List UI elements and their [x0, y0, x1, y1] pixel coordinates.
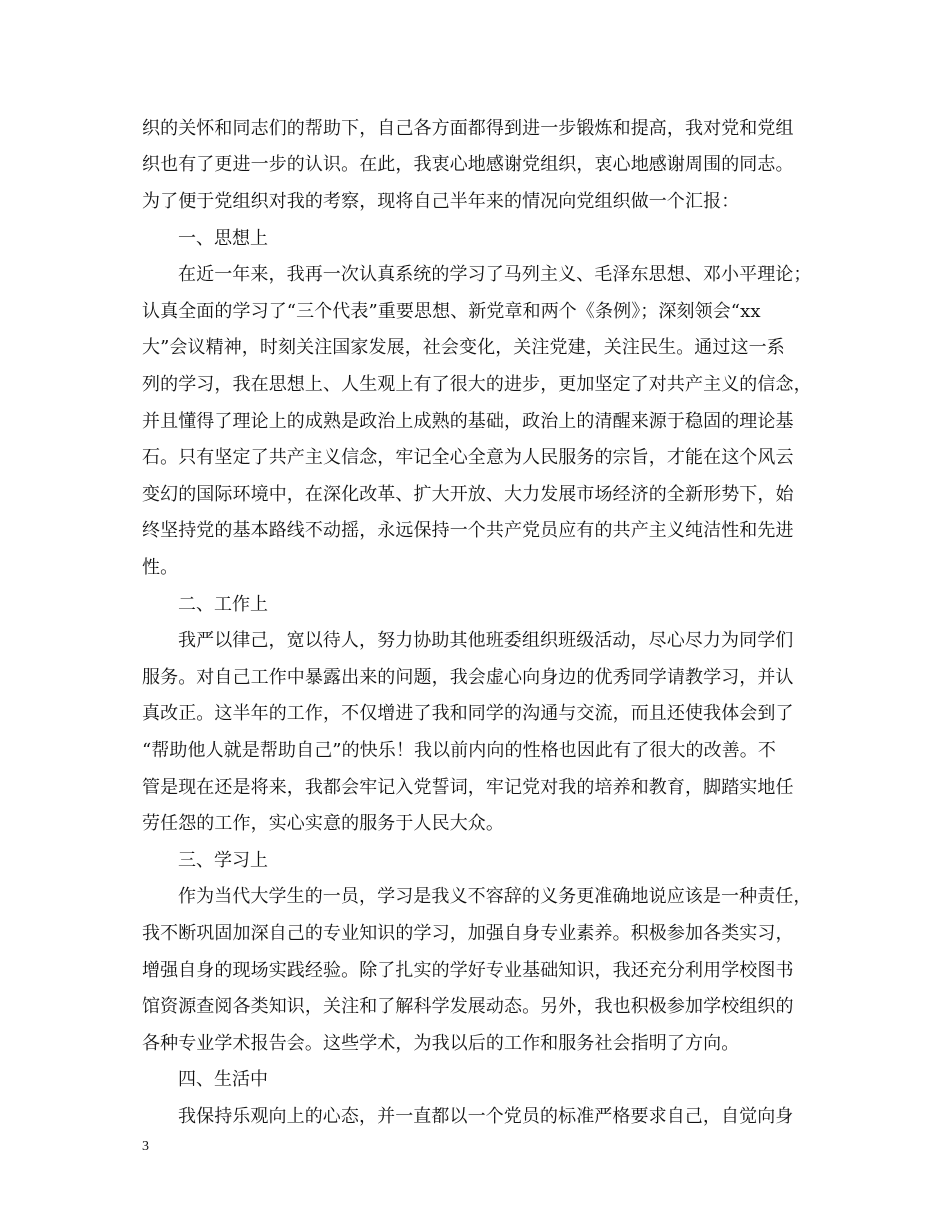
section3-line-1: 作为当代大学生的一员，学习是我义不容辞的义务更准确地说应该是一种责任， — [178, 886, 812, 907]
section3-line-5: 各种专业学术报告会。这些学术，为我以后的工作和服务社会指明了方向。 — [142, 1033, 740, 1054]
section3-line-3: 增强自身的现场实践经验。除了扎实的学好专业基础知识，我还充分利用学校图书 — [142, 960, 794, 981]
section2-line-5: 管是现在还是将来，我都会牢记入党誓词，牢记党对我的培养和教育，脚踏实地任 — [142, 777, 794, 798]
section2-line-2: 服务。对自己工作中暴露出来的问题，我会虚心向身边的优秀同学请教学习，并认 — [142, 667, 794, 688]
section1-line-2: 认真全面的学习了“三个代表”重要思想、新党章和两个《条例》；深刻领会“xx — [142, 301, 761, 322]
section-heading-life: 四、生活中 — [178, 1069, 268, 1090]
section3-line-2: 我不断巩固加深自己的专业知识的学习，加强自身专业素养。积极参加各类实习， — [142, 923, 794, 944]
section1-line-3: 大”会议精神，时刻关注国家发展，社会变化，关注党建，关注民生。通过这一系 — [142, 337, 785, 358]
intro-line-1: 织的关怀和同志们的帮助下，自己各方面都得到进一步锻炼和提高，我对党和党组 — [142, 118, 794, 139]
section-heading-study: 三、学习上 — [178, 850, 268, 871]
section4-line-1: 我保持乐观向上的心态，并一直都以一个党员的标准严格要求自己，自觉向身 — [178, 1106, 794, 1127]
section1-line-7: 变幻的国际环境中，在深化改革、扩大开放、大力发展市场经济的全新形势下，始 — [142, 484, 794, 505]
section2-line-1: 我严以律己，宽以待人，努力协助其他班委组织班级活动，尽心尽力为同学们 — [178, 630, 794, 651]
section1-line-8: 终坚持党的基本路线不动摇，永远保持一个共产党员应有的共产主义纯洁性和先进 — [142, 520, 794, 541]
section2-line-3: 真改正。这半年的工作，不仅增进了我和同学的沟通与交流，而且还使我体会到了 — [142, 703, 794, 724]
section1-line-6: 石。只有坚定了共产主义信念，牢记全心全意为人民服务的宗旨，才能在这个风云 — [142, 447, 794, 468]
section2-line-4: “帮助他人就是帮助自己”的快乐！我以前内向的性格也因此有了很大的改善。不 — [142, 740, 777, 761]
section-heading-work: 二、工作上 — [178, 594, 268, 615]
section1-line-4: 列的学习，我在思想上、人生观上有了很大的进步，更加坚定了对共产主义的信念， — [142, 374, 812, 395]
section1-line-9: 性。 — [142, 557, 179, 578]
section1-line-5: 并且懂得了理论上的成熟是政治上成熟的基础，政治上的清醒来源于稳固的理论基 — [142, 411, 794, 432]
intro-line-2: 织也有了更进一步的认识。在此，我衷心地感谢党组织，衷心地感谢周围的同志。 — [142, 154, 794, 175]
section-heading-thought: 一、思想上 — [178, 228, 268, 249]
intro-line-3: 为了便于党组织对我的考察，现将自己半年来的情况向党组织做一个汇报： — [142, 191, 740, 212]
section2-line-6: 劳任怨的工作，实心实意的服务于人民大众。 — [142, 813, 504, 834]
section3-line-4: 馆资源查阅各类知识，关注和了解科学发展动态。另外，我也积极参加学校组织的 — [142, 996, 794, 1017]
section1-line-1: 在近一年来，我再一次认真系统的学习了马列主义、毛泽东思想、邓小平理论； — [178, 264, 812, 285]
page-number: 3 — [142, 1139, 149, 1154]
